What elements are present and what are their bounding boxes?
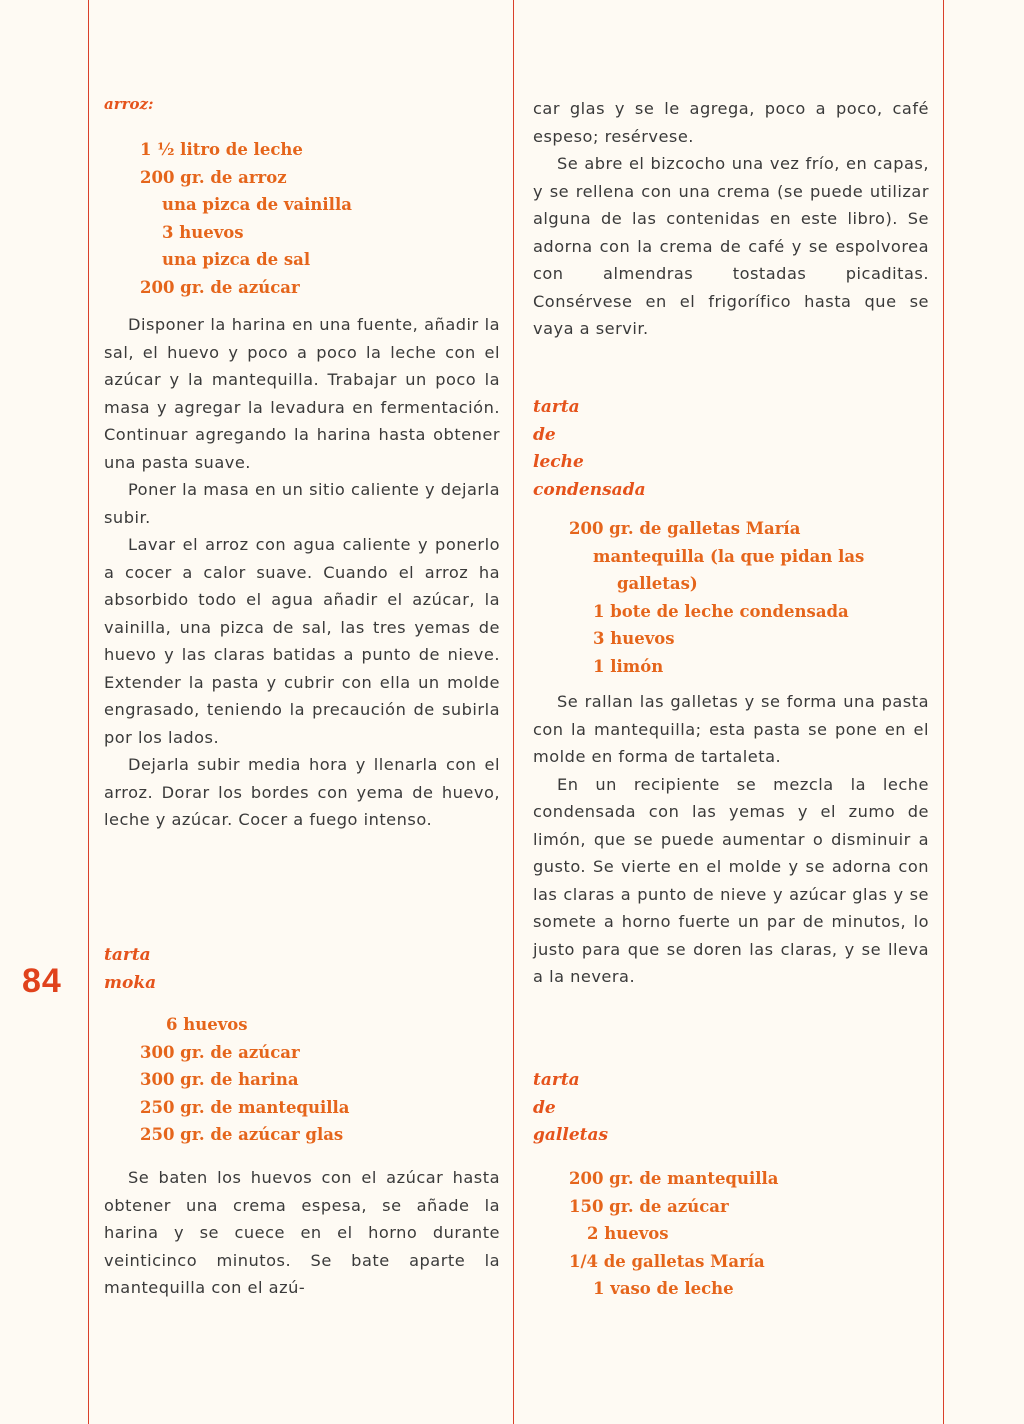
- arroz-ingredients: [104, 136, 500, 301]
- moka-instructions-continued: [533, 95, 929, 343]
- recipe-title-line: de: [533, 1097, 556, 1118]
- ingredient-line: 3 huevos: [593, 629, 675, 648]
- ingredient-line: 1/4 de galletas María: [569, 1251, 765, 1271]
- ingredient-line: 150 gr. de azúcar: [569, 1196, 729, 1216]
- ingredient-line: 6 huevos: [166, 1015, 248, 1034]
- ingredient-line: 250 gr. de mantequilla: [140, 1097, 350, 1117]
- recipe-title-line: leche: [533, 452, 584, 472]
- recipe-title-line: tarta: [104, 945, 151, 965]
- ingredient-line: 200 gr. de galletas María: [569, 519, 801, 538]
- ingredient-line: 1 vaso de leche: [593, 1279, 734, 1298]
- center-column-rule: [513, 0, 514, 1424]
- ingredient-line: 1 bote de leche condensada: [593, 601, 849, 621]
- page-number: 84: [22, 962, 62, 1000]
- paragraph: En un recipiente se mezcla la leche condensada con las yemas y el zumo de limón, que se puede aumentar o disminuir a gusto. Se vierte en el molde y se adorna con las claras a punto de nieve y azúcar glas y se somete a horno fuerte un par de minutos, lo justo para que se doren las claras, y se lleva a la nevera.: [533, 774, 929, 986]
- recipe-title-line: de: [533, 424, 556, 445]
- left-margin-rule: [88, 0, 89, 1424]
- ingredient-line: 1 limón: [593, 656, 664, 676]
- recipe-title-line: condensada: [533, 479, 646, 500]
- galletas-title: [533, 1067, 929, 1150]
- ingredient-line: una pizca de vainilla: [162, 195, 352, 214]
- condensada-title: [533, 394, 929, 504]
- recipe-title-line: tarta: [533, 397, 580, 417]
- ingredient-line: galletas): [617, 574, 698, 593]
- ingredient-line: 250 gr. de azúcar glas: [140, 1125, 344, 1144]
- galletas-ingredients: [533, 1165, 929, 1303]
- paragraph: Lavar el arroz con agua caliente y ponerlo a cocer a calor suave. Cuando el arroz ha absorbido todo el agua añadir el azúcar, la vainilla, una pizca de sal, las tres yemas de huevo y las claras batidas a punto de nieve. Extender la pasta y cubrir con ella un molde engrasado, teniendo la precaución de subirla por los lados.: [104, 535, 500, 747]
- arroz-instructions: [104, 311, 500, 834]
- ingredient-line: mantequilla (la que pidan las: [593, 546, 865, 566]
- ingredient-line: una pizca de sal: [162, 250, 311, 269]
- moka-ingredients: [104, 1011, 500, 1149]
- recipe-title-line: tarta: [533, 1070, 580, 1090]
- paragraph: Se abre el bizcocho una vez frío, en capas, y se rellena con una crema (se puede utilizar alguna de las contenidas en este libro). Se adorna con la crema de café y se espolvorea con almendras tostadas picaditas. Consérvese en el frigorífico hasta que se vaya a servir.: [533, 154, 929, 338]
- ingredient-line: 3 huevos: [162, 222, 244, 242]
- condensada-ingredients: [533, 515, 929, 680]
- right-margin-rule: [943, 0, 944, 1424]
- paragraph: car glas y se le agrega, poco a poco, café espeso; resérvese.: [533, 99, 929, 146]
- arroz-label: arroz:: [104, 95, 154, 113]
- ingredient-line: 300 gr. de azúcar: [140, 1042, 300, 1062]
- paragraph: Dejarla subir media hora y llenarla con el arroz. Dorar los bordes con yema de huevo, leche y azúcar. Cocer a fuego intenso.: [104, 755, 500, 829]
- moka-title: [104, 942, 500, 997]
- condensada-instructions: [533, 688, 929, 991]
- paragraph: Se rallan las galletas y se forma una pasta con la mantequilla; esta pasta se pone en el molde en forma de tartaleta.: [533, 692, 929, 766]
- recipe-title-line: moka: [104, 972, 157, 993]
- ingredient-line: 200 gr. de azúcar: [140, 277, 300, 297]
- ingredient-line: 300 gr. de harina: [140, 1070, 299, 1089]
- recipe-title-line: galletas: [533, 1125, 609, 1145]
- ingredient-line: 200 gr. de arroz: [140, 167, 287, 187]
- ingredient-line: 200 gr. de mantequilla: [569, 1169, 779, 1188]
- paragraph: Poner la masa en un sitio caliente y dejarla subir.: [104, 480, 500, 527]
- paragraph: Disponer la harina en una fuente, añadir la sal, el huevo y poco a poco la leche con el azúcar y la mantequilla. Trabajar un poco la masa y agregar la levadura en fermentación. Continuar agregando la harina hasta obtener una pasta suave.: [104, 315, 500, 472]
- moka-instructions: [104, 1164, 500, 1302]
- paragraph: Se baten los huevos con el azúcar hasta obtener una crema espesa, se añade la harina y se cuece en el horno durante veinticinco minutos. Se bate aparte la mantequilla con el azú-: [104, 1168, 500, 1297]
- ingredient-line: 2 huevos: [587, 1224, 669, 1243]
- ingredient-line: 1 ½ litro de leche: [140, 140, 303, 159]
